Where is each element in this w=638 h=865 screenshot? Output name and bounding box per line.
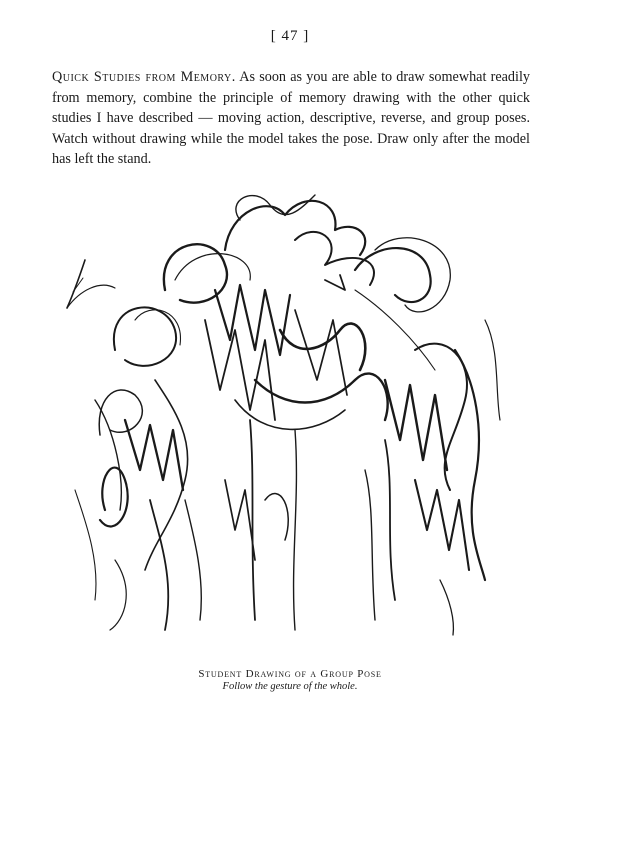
caption-title: Student Drawing of a Group Pose: [198, 668, 382, 680]
body-paragraph: [52, 67, 530, 170]
page-number: [ 47 ]: [270, 28, 310, 44]
gesture-drawing-illustration: [55, 180, 515, 650]
paragraph-text: As soon as you are able to draw somewhat readily from memory, combine the principle of memory drawing with the other quick studies I have described — moving action, descriptive, reverse, and group poses. Watch without drawing while the model takes the pose. Draw only after the model has left the stand.: [52, 69, 530, 167]
figure-caption: [0, 668, 580, 693]
caption-subtitle: Follow the gesture of the whole.: [222, 681, 358, 692]
paragraph-heading: Quick Studies from Memory.: [52, 69, 236, 85]
